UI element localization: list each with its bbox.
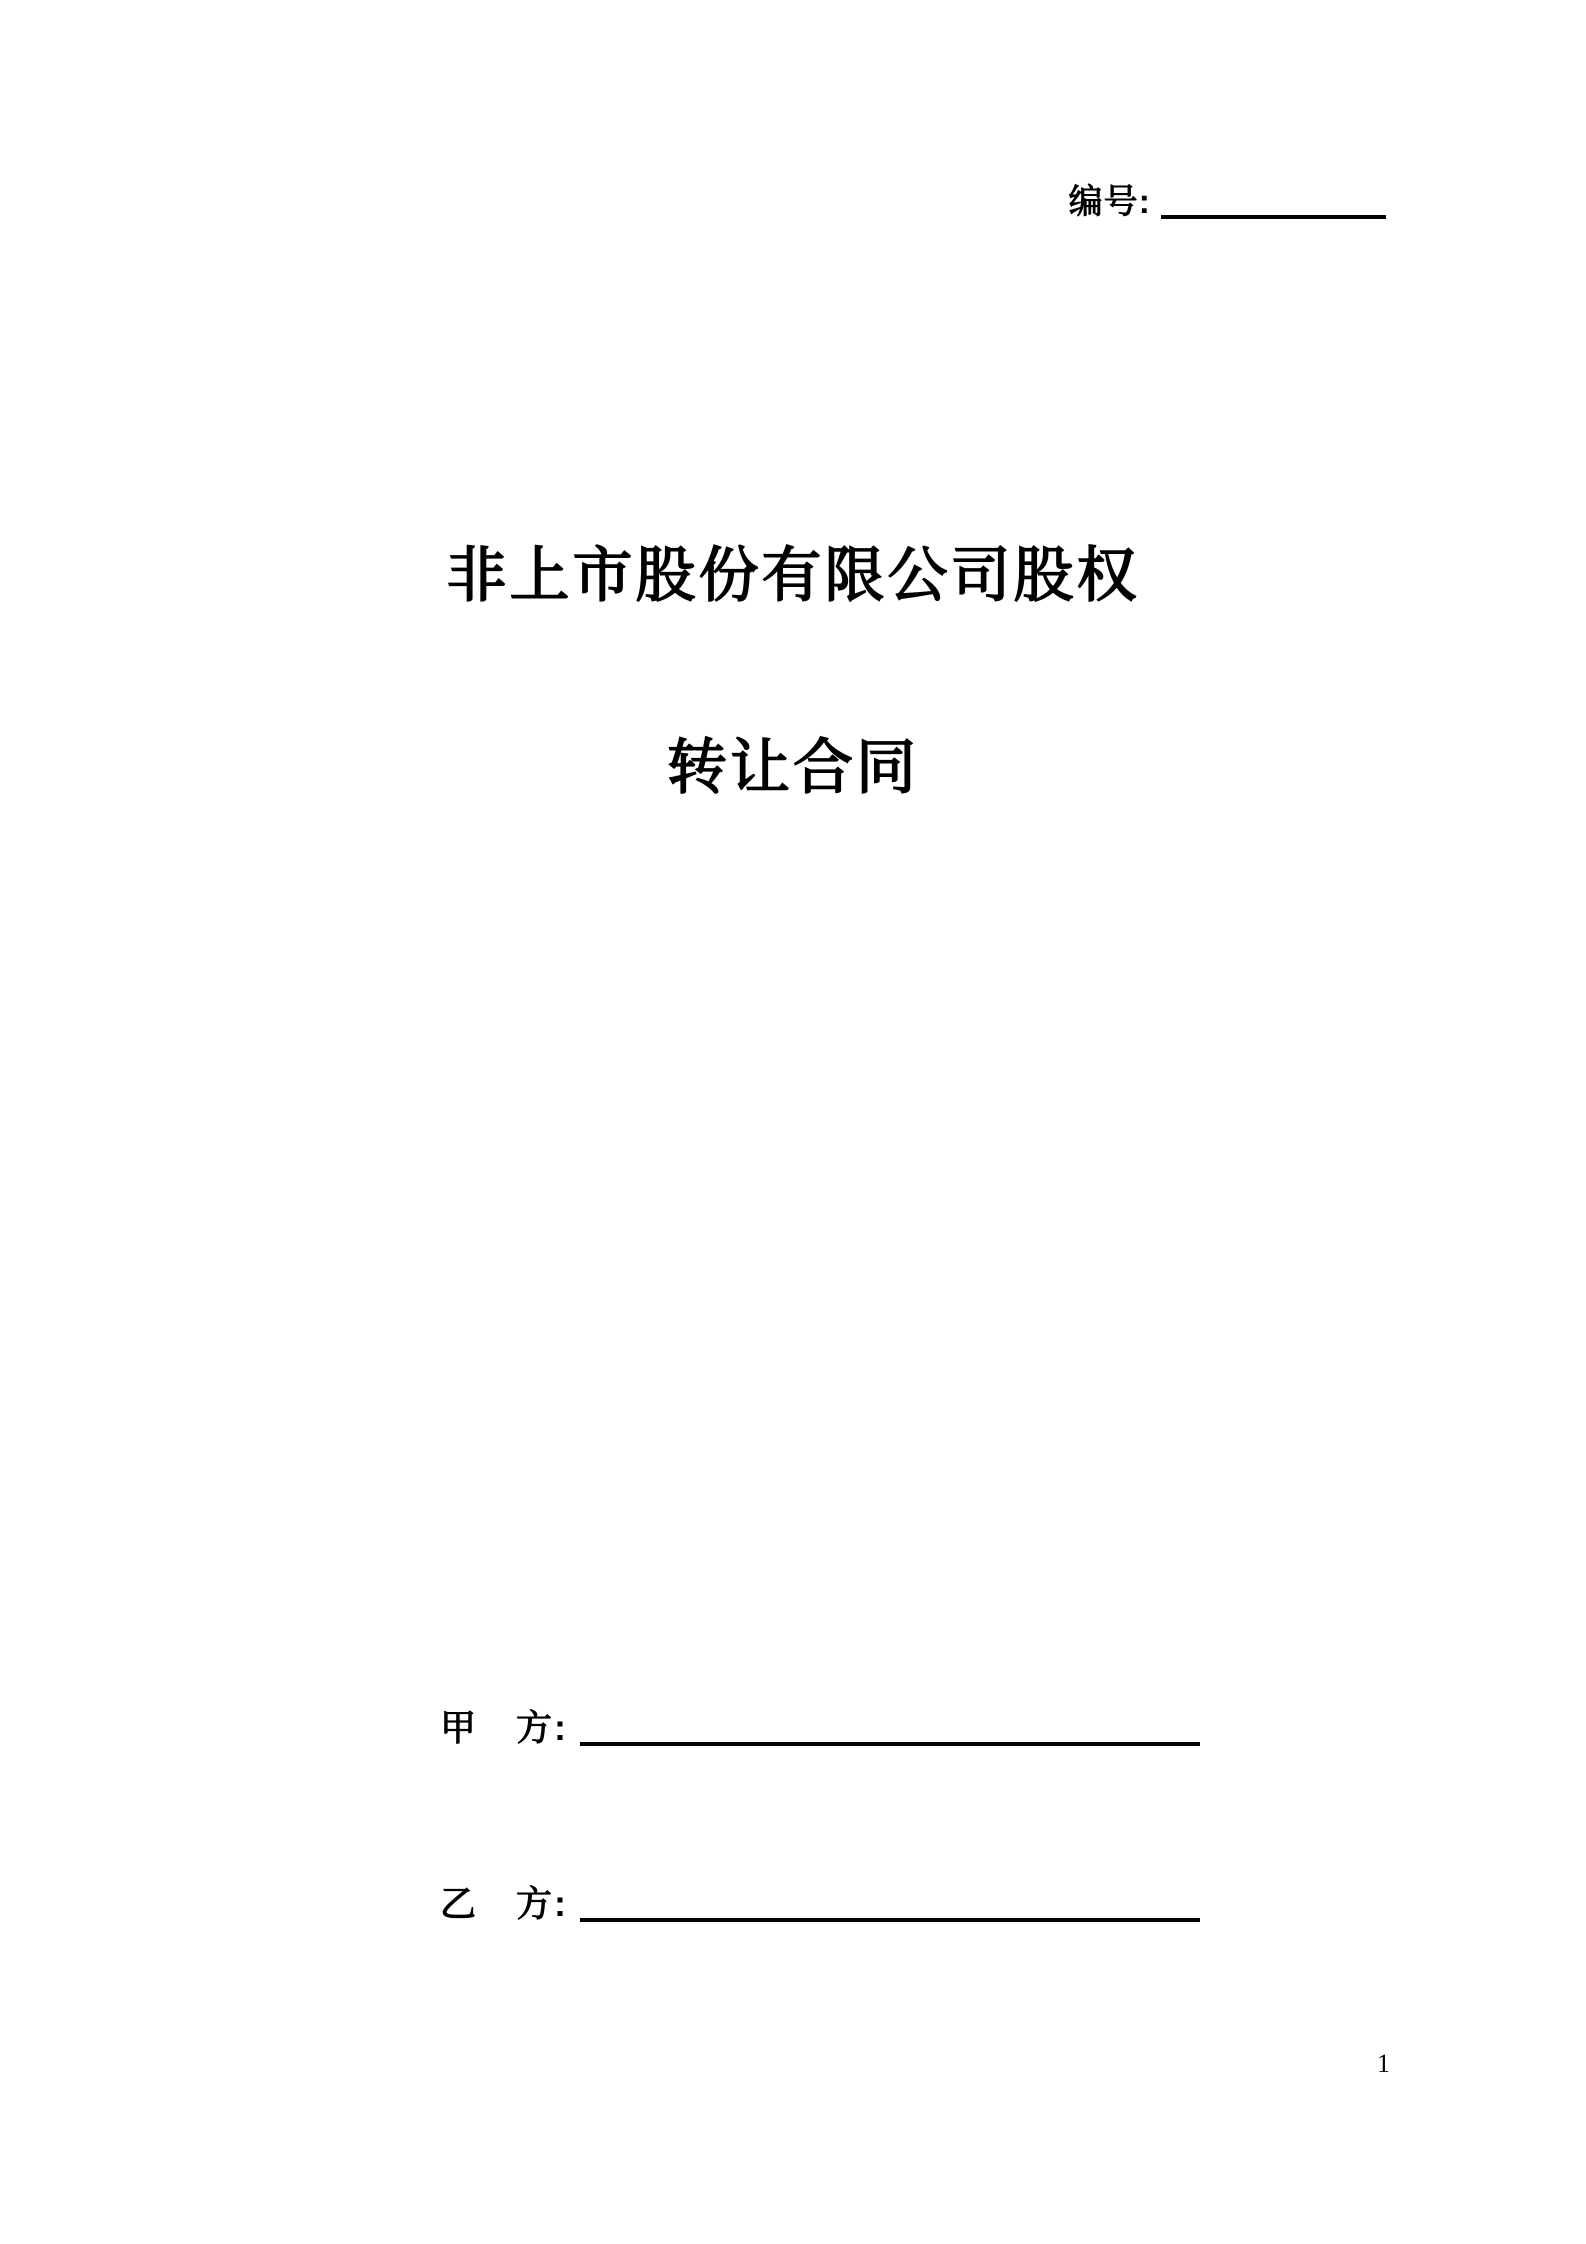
document-title (0, 540, 1586, 804)
party-a-label: 甲 方: (440, 1707, 568, 1748)
page-number: 1 (1377, 2049, 1390, 2078)
party-b-label: 乙 方: (440, 1883, 568, 1924)
parties-section (440, 1707, 1200, 1924)
party-b-input[interactable] (580, 1886, 1200, 1922)
document-number-field (1069, 185, 1386, 219)
party-row-a (440, 1707, 1200, 1748)
document-number-input[interactable] (1161, 185, 1386, 219)
party-a-input[interactable] (580, 1710, 1200, 1746)
party-row-b (440, 1883, 1200, 1924)
document-number-label: 编号: (1068, 183, 1151, 221)
title-line-1: 非上市股份有限公司股权 (446, 542, 1140, 609)
title-line-2: 转让合同 (667, 734, 919, 801)
